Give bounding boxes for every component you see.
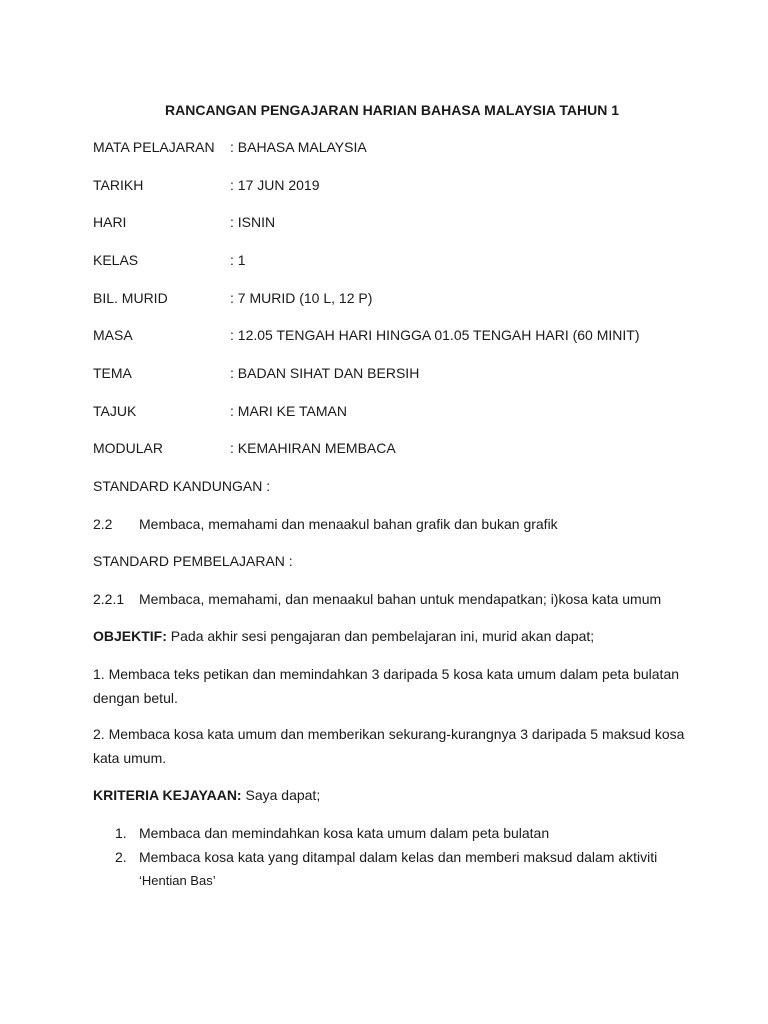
standard-pembelajaran-heading: STANDARD PEMBELAJARAN : <box>93 553 293 569</box>
field-tajuk <box>93 402 347 420</box>
field-value: : 12.05 TENGAH HARI HINGGA 01.05 TENGAH HARI (60 MINIT) <box>230 327 640 343</box>
objektif-item: 1. Membaca teks petikan dan memindahkan 3 daripada 5 kosa kata umum dalam peta bulatan dengan betul. <box>93 666 680 706</box>
field-label: MODULAR <box>93 440 164 456</box>
standard-code: 2.2 <box>93 516 113 532</box>
field-value: : ISNIN <box>230 214 276 230</box>
objektif-text: Pada akhir sesi pengajaran dan pembelajaran ini, murid akan dapat; <box>166 628 595 644</box>
objektif-item: 2. Membaca kosa kata umum dan memberikan sekurang-kurangnya 3 daripada 5 maksud kosa kata umum. <box>93 726 685 766</box>
standard-text: Membaca, memahami dan menaakul bahan grafik dan bukan grafik <box>139 516 558 532</box>
field-label: MASA <box>93 327 133 343</box>
field-value: : KEMAHIRAN MEMBACA <box>230 440 396 456</box>
field-mata-pelajaran <box>93 138 367 156</box>
field-label: KELAS <box>93 252 139 268</box>
kriteria-label: KRITERIA KEJAYAAN: <box>93 787 242 803</box>
field-hari <box>93 213 275 231</box>
field-label: TEMA <box>93 365 132 381</box>
field-label: BIL. MURID <box>93 290 168 306</box>
list-number: 1. <box>115 825 127 841</box>
kriteria-list-item-continuation: ‘Hentian Bas’ <box>139 873 216 888</box>
kriteria-list-item <box>115 848 657 866</box>
field-kelas <box>93 251 246 269</box>
field-value: : 17 JUN 2019 <box>230 177 320 193</box>
list-text: Membaca dan memindahkan kosa kata umum dalam peta bulatan <box>139 825 550 841</box>
page-title: RANCANGAN PENGAJARAN HARIAN BAHASA MALAYSIA TAHUN 1 <box>165 102 619 118</box>
list-text: Membaca kosa kata yang ditampal dalam kelas dan memberi maksud dalam aktiviti <box>139 849 658 865</box>
standard-kandungan-heading: STANDARD KANDUNGAN : <box>93 478 271 494</box>
standard-pembelajaran-item <box>93 590 661 608</box>
kriteria-line <box>93 786 320 804</box>
field-value: : 7 MURID (10 L, 12 P) <box>230 290 373 306</box>
field-label: TARIKH <box>93 177 144 193</box>
objektif-line <box>93 627 594 645</box>
standard-text: Membaca, memahami, dan menaakul bahan untuk mendapatkan; i)kosa kata umum <box>139 591 662 607</box>
kriteria-list-item <box>115 824 549 842</box>
field-modular <box>93 439 396 457</box>
field-tema <box>93 364 419 382</box>
standard-code: 2.2.1 <box>93 591 125 607</box>
kriteria-text: Saya dapat; <box>241 787 321 803</box>
field-masa <box>93 326 640 344</box>
list-number: 2. <box>115 849 127 865</box>
field-label: HARI <box>93 214 127 230</box>
field-value: : 1 <box>230 252 246 268</box>
field-value: : BADAN SIHAT DAN BERSIH <box>230 365 420 381</box>
field-label: TAJUK <box>93 403 137 419</box>
field-label: MATA PELAJARAN <box>93 139 215 155</box>
field-tarikh <box>93 176 320 194</box>
standard-kandungan-item <box>93 515 558 533</box>
field-bil-murid <box>93 289 372 307</box>
field-value: : MARI KE TAMAN <box>230 403 347 419</box>
objektif-label: OBJEKTIF: <box>93 628 167 644</box>
field-value: : BAHASA MALAYSIA <box>230 139 367 155</box>
